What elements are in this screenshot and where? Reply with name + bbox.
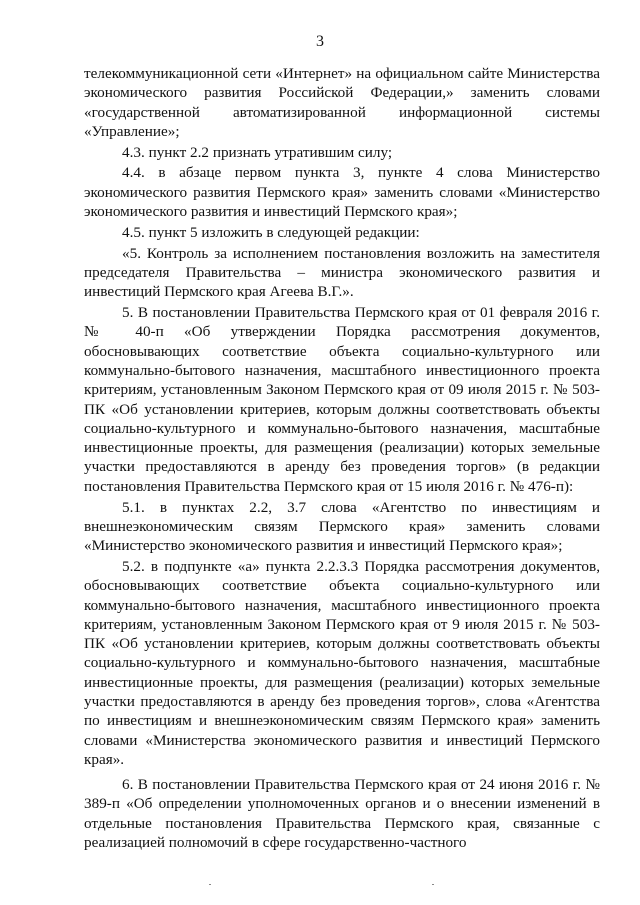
paragraph-4-5: 4.5. пункт 5 изложить в следующей редакции:	[122, 223, 420, 241]
paragraph-5-2: 5.2. в подпункте «а» пункта 2.2.3.3 Порядка рассмотрения документов, обосновывающих соответствие объекта социально-культурного или коммунально-бытового назначения, масштабного инвестиционного проекта критериям, установленным Законом Пермского края от 9 июля 2015 г. № 503-ПК «Об установлении критериев, которым должны соответствовать объекты социально-культурного и коммунально-бытового назначения, масштабные инвестиционные проекты, для размещения (реализации) которых земельные участки предоставляются в аренду без проведения торгов», слова «Агентства по инвестициям и внешнеэкономическим связям Пермского края» заменить словами «Министерства экономического развития и инвестиций Пермского края».	[84, 557, 600, 768]
scan-speck	[432, 884, 434, 885]
paragraph-4-3: 4.3. пункт 2.2 признать утратившим силу;	[122, 143, 393, 161]
scan-speck	[209, 884, 211, 885]
paragraph-6: 6. В постановлении Правительства Пермского края от 24 июня 2016 г. № 389-п «Об определении уполномоченных органов и о внесении изменений в отдельные постановления Правительства Пермского края, связанные с реализацией полномочий в сфере государственно-частного	[84, 776, 600, 852]
paragraph-4-4: 4.4. в абзаце первом пункта 3, пункте 4 слова Министерство экономического развития Пермского края» заменить словами «Министерство экономического развития и инвестиций Пермского края»;	[84, 164, 600, 221]
paragraph-5: 5. В постановлении Правительства Пермского края от 01 февраля 2016 г. № 40-п «Об утверждении Порядка рассмотрения документов, обосновывающих соответствие объекта социально-культурного или коммунально-бытового назначения, масштабного инвестиционного проекта критериям, установленным Законом Пермского края от 09 июля 2015 г. № 503-ПК «Об установлении критериев, которым должны соответствовать объекты социально-культурного и коммунально-бытового назначения, масштабные инвестиционные проекты, для размещения (реализации) которых земельные участки предоставляются в аренду без проведения торгов» (в редакции постановления Правительства Пермского края от 15 июля 2016 г. № 476-п):	[84, 304, 600, 495]
paragraph-continuation: телекоммуникационной сети «Интернет» на официальном сайте Министерства экономического развития Российской Федерации,» заменить словами «государственной автоматизированной информационной системы «Управление»;	[84, 65, 600, 140]
paragraph-5-1: 5.1. в пунктах 2.2, 3.7 слова «Агентство по инвестициям и внешнеэкономическим связям Пермского края» заменить словами «Министерство экономического развития и инвестиций Пермского края»;	[84, 498, 600, 555]
paragraph-4-5-quote: «5. Контроль за исполнением постановления возложить на заместителя председателя Правительства – министра экономического развития и инвестиций Пермского края Агеева В.Г.».	[84, 244, 600, 301]
document-body	[84, 64, 600, 854]
page-number: 3	[316, 33, 324, 50]
